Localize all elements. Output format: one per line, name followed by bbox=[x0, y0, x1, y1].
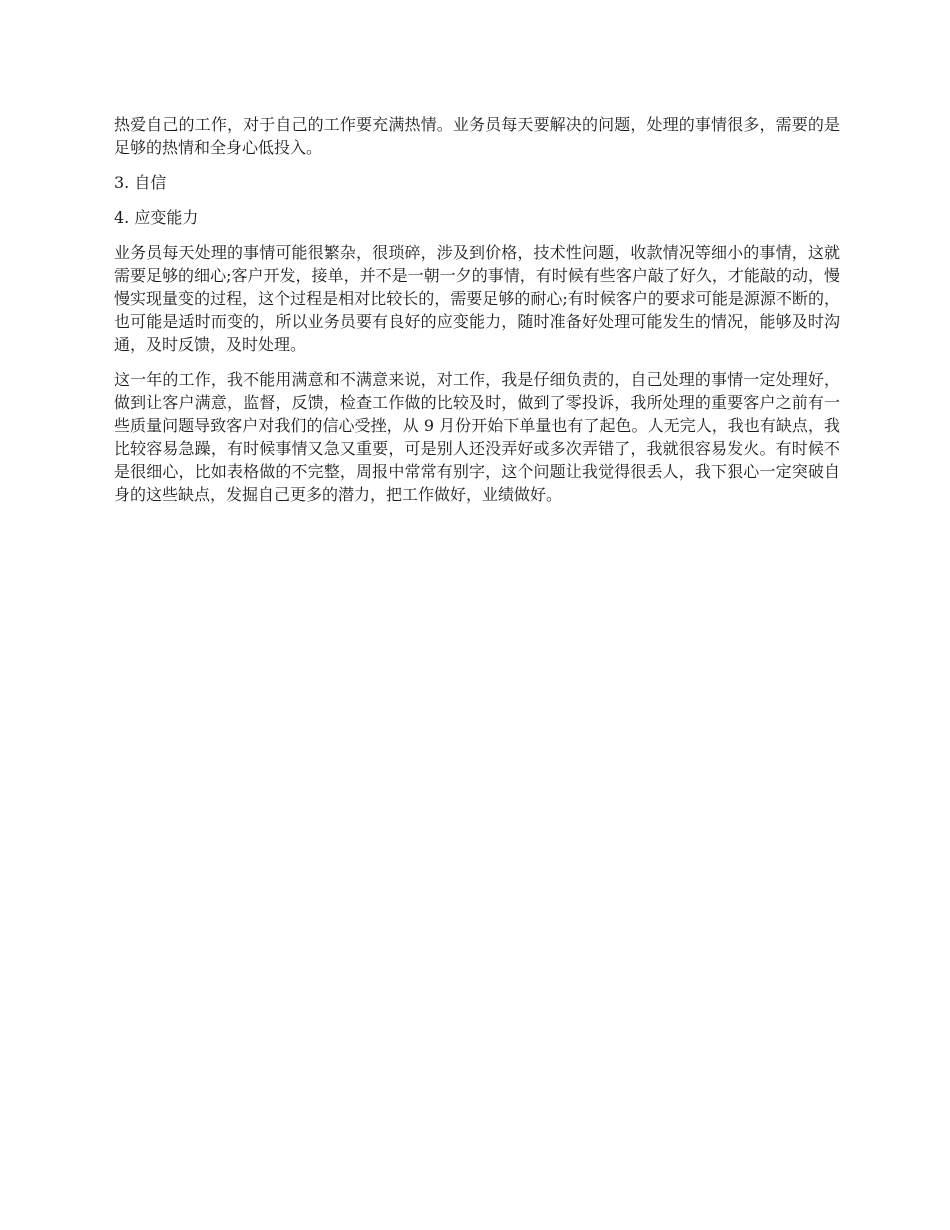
heading-confidence: 3. 自信 bbox=[114, 173, 167, 192]
document-page bbox=[114, 113, 840, 518]
paragraph-adaptability: 业务员每天处理的事情可能很繁杂，很琐碎，涉及到价格，技术性问题，收款情况等细小的事情，这就需要足够的细心;客户开发，接单，并不是一朝一夕的事情，有时候有些客户敲了好久，才能敲的动，慢慢实现量变的过程，这个过程是相对比较长的，需要足够的耐心;有时候客户的要求可能是源源不断的，也可能是适时而变的，所以业务员要有良好的应变能力，随时准备好处理可能发生的情况，能够及时沟通，及时反馈，及时处理。 bbox=[114, 243, 840, 354]
heading-adaptability: 4. 应变能力 bbox=[114, 208, 199, 227]
paragraph-year-review: 这一年的工作，我不能用满意和不满意来说，对工作，我是仔细负责的，自己处理的事情一定处理好，做到让客户满意，监督，反馈，检查工作做的比较及时，做到了零投诉，我所处理的重要客户之前有一些质量问题导致客户对我们的信心受挫，从 9 月份开始下单量也有了起色。人无完人，我也有缺点，我比较容易急躁，有时候事情又急又重要，可是别人还没弄好或多次弄错了，我就很容易发火。有时候不是很细心，比如表格做的不完整，周报中常常有别字，这个问题让我觉得很丢人，我下狠心一定突破自身的这些缺点，发掘自己更多的潜力，把工作做好，业绩做好。 bbox=[114, 370, 840, 504]
paragraph-passion: 热爱自己的工作，对于自己的工作要充满热情。业务员每天要解决的问题，处理的事情很多，需要的是足够的热情和全身心低投入。 bbox=[114, 115, 840, 157]
